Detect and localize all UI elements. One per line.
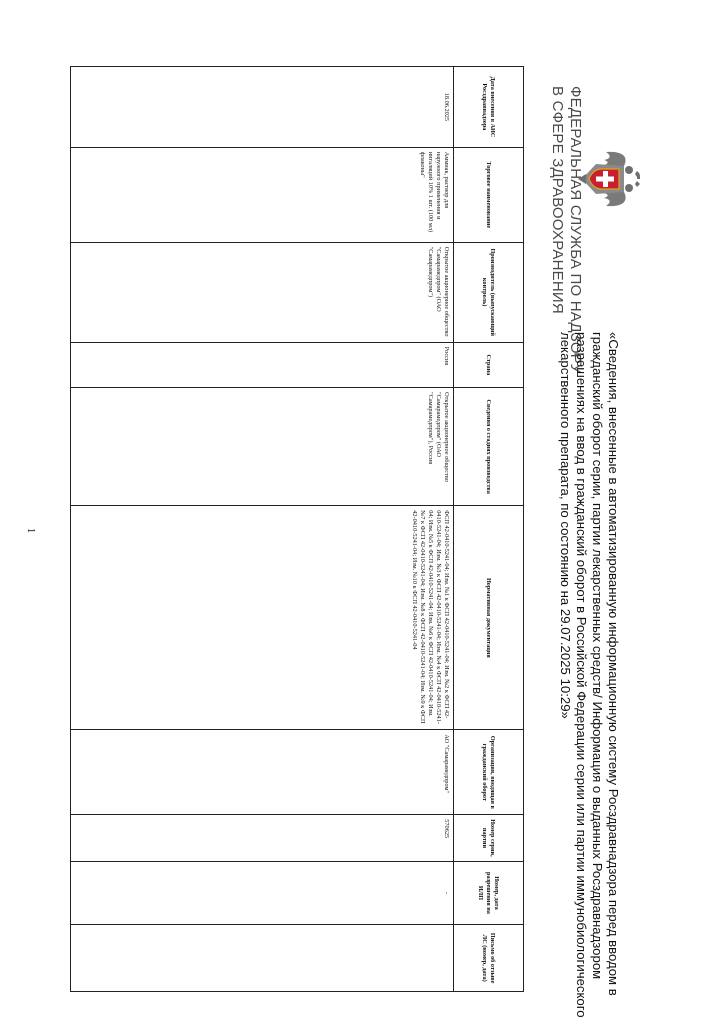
cell-organization: АО "Самарамедпром" xyxy=(71,730,454,815)
header-manufacturer: Производитель (выпускающий контроль) xyxy=(454,242,524,342)
header-recall-letter: Письмо об отзыве ЛС (номер, дата) xyxy=(454,925,524,992)
header-trade-name: Торговое наименование xyxy=(454,147,524,242)
agency-name-line1: ФЕДЕРАЛЬНАЯ СЛУЖБА ПО НАДЗОРУ xyxy=(567,86,584,374)
header-organization: Организация, вводящая в гражданский оборот xyxy=(454,730,524,815)
page-number: 1 xyxy=(25,528,36,533)
cell-trade-name: Аммиак, раствор для наружного применения и ингаляций 10% 1 шт. (100 мл) флаконы" xyxy=(71,147,454,242)
header-permit: Номер, дата разрешения на ИЛП xyxy=(454,861,524,925)
registry-table xyxy=(70,66,524,992)
header-normative-documents: Нормативная документация xyxy=(454,506,524,730)
cell-recall-letter xyxy=(71,925,454,992)
header-country: Страна xyxy=(454,342,524,387)
eagle-emblem-icon xyxy=(578,150,640,208)
agency-name-line2: В СФЕРЕ ЗДРАВООХРАНЕНИЯ xyxy=(549,86,566,314)
agency-name xyxy=(548,86,584,374)
cell-entry-date: 18.06.2025 xyxy=(71,67,454,148)
table-row xyxy=(71,67,454,992)
header-production-stages: Сведения о стадиях производства xyxy=(454,388,524,506)
header-entry-date: Дата внесения в АИС Росздравнадзора xyxy=(454,67,524,148)
cell-country: Россия xyxy=(71,342,454,387)
cell-permit: - xyxy=(71,861,454,925)
cell-production-stages: Открытое акционерное общество "Самарамедпром" (ОАО "Самарамедпром"), Россия xyxy=(71,388,454,506)
cell-batch-number: 570625 xyxy=(71,815,454,861)
cell-normative-documents: ФСП 42-0410-5241-04; Изм. №1 к ФСП 42-0410-5241-04; Изм. №2 к ФСП 42-0410-5241-04; Изм. №3 к ФСП 42-0410-5241-04; Изм. №4 к ФСП 42-0410-5241-04; Изм. №5 к ФСП 42-0410-5241-04; Изм. №6 к ФСП 42-0410-5241-04; Изм. №7 к ФСП 42-0410-5241-04; Изм. №8 к ФСП 42-0410-5241-04; Изм. №9 к ФСП 42-0410-5241-04; Изм. №10 к ФСП 42-0410-5241-04 xyxy=(71,506,454,730)
cell-manufacturer: Открытое акционерное общество "Самарамедпром" (ОАО "Самарамедпром") xyxy=(71,242,454,342)
header-batch-number: Номер серии, партии xyxy=(454,815,524,861)
table-header-row xyxy=(454,67,524,992)
document-heading: «Сведения, внесенные в автоматизированную информационную систему Росздравнадзора перед вводом в гражданский оборот серии, партии лекарственных средств/ Информация о выданных Росздравнадзором разрешениях на ввод в гражданский оборот в Российской Федерации серии или партии иммунобиологического лекарственного препарата, по состоянию на 29.07.2025 10:29» xyxy=(558,332,621,1018)
